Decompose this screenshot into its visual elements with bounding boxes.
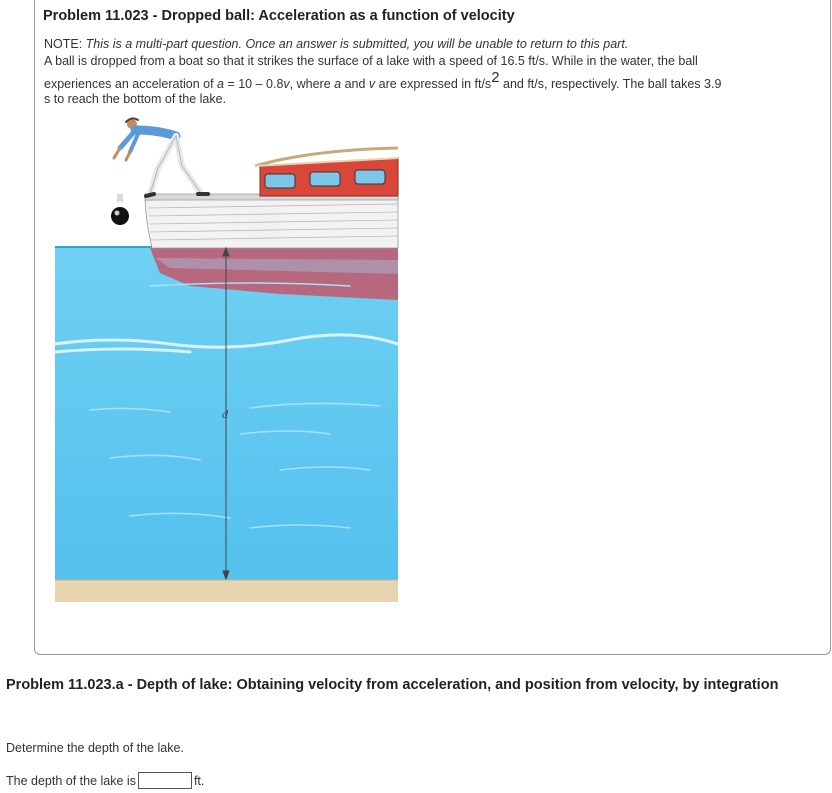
statement-line-3: s to reach the bottom of the lake. <box>44 92 227 106</box>
problem-figure <box>50 108 410 608</box>
lake-bottom <box>55 580 398 602</box>
problem-title: Problem 11.023 - Dropped ball: Acceleration as a function of velocity <box>43 8 515 24</box>
statement-text: and ft/s, respectively. The ball takes 3.9 <box>499 77 722 91</box>
depth-answer-input[interactable] <box>138 772 192 789</box>
statement-line-2 <box>44 68 814 92</box>
depth-label: d <box>222 407 228 421</box>
part-a-prompt: Determine the depth of the lake. <box>6 741 184 755</box>
superscript: 2 <box>491 68 500 86</box>
ball <box>111 207 129 225</box>
problem-statement <box>44 53 814 107</box>
statement-text: , where <box>289 77 335 91</box>
answer-row <box>6 772 204 789</box>
answer-unit: ft. <box>193 773 205 788</box>
statement-text: and <box>341 77 369 91</box>
statement-text: = 10 – 0.8 <box>223 77 284 91</box>
variable-v: v <box>368 77 376 91</box>
part-a-title: Problem 11.023.a - Depth of lake: Obtaining velocity from acceleration, and position from velocity, by integration <box>6 677 779 693</box>
answer-label: The depth of the lake is <box>6 773 136 788</box>
statement-line-1: A ball is dropped from a boat so that it strikes the surface of a lake with a speed of 16.5 ft/s. While in the water, the ball <box>44 54 698 68</box>
statement-text: experiences an acceleration of <box>44 77 218 91</box>
variable-v: v <box>283 77 290 91</box>
person <box>114 118 208 196</box>
note-text: This is a multi-part question. Once an answer is submitted, you will be unable to return to this part. <box>85 37 629 51</box>
statement-text: are expressed in ft/s <box>375 77 492 91</box>
note <box>44 37 628 51</box>
variable-a: a <box>334 77 342 91</box>
note-label: NOTE: <box>44 37 86 51</box>
variable-a: a <box>217 77 224 91</box>
